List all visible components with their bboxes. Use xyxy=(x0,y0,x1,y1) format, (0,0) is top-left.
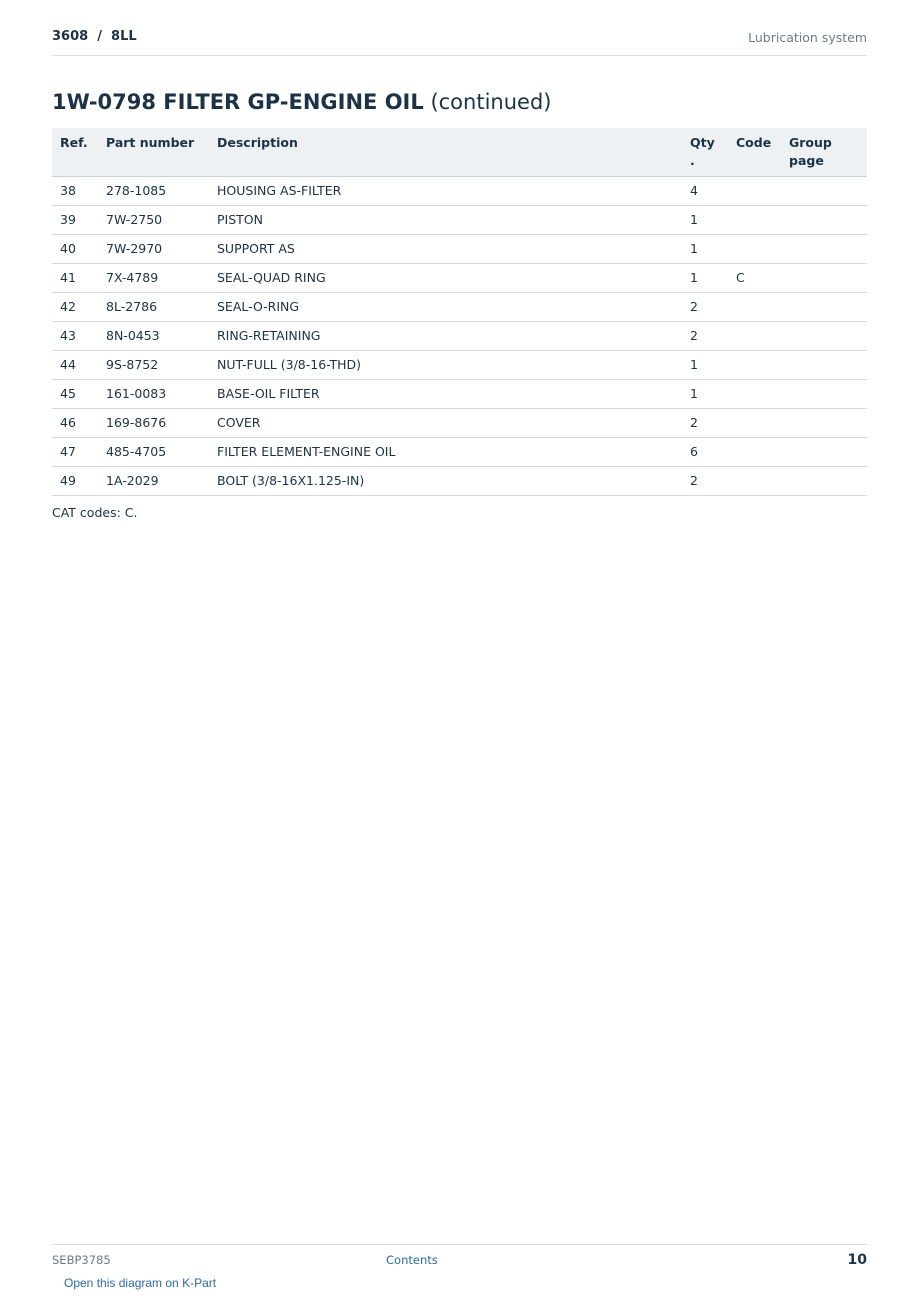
cell-description: PISTON xyxy=(209,205,682,234)
cat-codes-note: CAT codes: C. xyxy=(52,505,138,520)
section-name: Lubrication system xyxy=(748,30,867,45)
cell-qty: 4 xyxy=(682,176,728,205)
cell-group-page xyxy=(781,205,867,234)
table-row xyxy=(52,437,867,466)
cell-group-page xyxy=(781,263,867,292)
cell-qty: 1 xyxy=(682,379,728,408)
cell-code xyxy=(728,350,781,379)
cell-qty: 1 xyxy=(682,234,728,263)
table-header-row xyxy=(52,128,867,176)
model-breadcrumb: 3608 / 8LL xyxy=(52,29,137,44)
cell-part-number: 7W-2970 xyxy=(98,234,209,263)
parts-table xyxy=(52,128,867,496)
cell-code xyxy=(728,321,781,350)
cell-description: HOUSING AS-FILTER xyxy=(209,176,682,205)
cell-ref: 38 xyxy=(52,176,98,205)
cell-description: NUT-FULL (3/8-16-THD) xyxy=(209,350,682,379)
cell-ref: 39 xyxy=(52,205,98,234)
cell-code xyxy=(728,205,781,234)
cell-part-number: 1A-2029 xyxy=(98,466,209,495)
col-header-description: Description xyxy=(209,128,682,176)
col-header-group-page: Group page xyxy=(781,128,867,176)
cell-group-page xyxy=(781,321,867,350)
cell-ref: 45 xyxy=(52,379,98,408)
cell-group-page xyxy=(781,408,867,437)
cell-description: SEAL-O-RING xyxy=(209,292,682,321)
cell-qty: 2 xyxy=(682,466,728,495)
col-header-qty: Qty . xyxy=(682,128,728,176)
cell-code xyxy=(728,466,781,495)
cell-qty: 1 xyxy=(682,263,728,292)
cell-code xyxy=(728,379,781,408)
open-kpart-link[interactable]: Open this diagram on K-Part xyxy=(64,1276,217,1290)
cell-description: SEAL-QUAD RING xyxy=(209,263,682,292)
contents-link[interactable]: Contents xyxy=(386,1253,438,1267)
cell-part-number: 169-8676 xyxy=(98,408,209,437)
page-number: 10 xyxy=(847,1252,867,1268)
table-row xyxy=(52,408,867,437)
cell-ref: 44 xyxy=(52,350,98,379)
cell-group-page xyxy=(781,234,867,263)
cell-code: C xyxy=(728,263,781,292)
footer-divider xyxy=(52,1244,867,1245)
cell-ref: 43 xyxy=(52,321,98,350)
cell-ref: 49 xyxy=(52,466,98,495)
table-row xyxy=(52,321,867,350)
cell-code xyxy=(728,176,781,205)
cell-ref: 47 xyxy=(52,437,98,466)
cell-ref: 42 xyxy=(52,292,98,321)
table-body xyxy=(52,176,867,495)
cell-qty: 1 xyxy=(682,350,728,379)
cell-description: RING-RETAINING xyxy=(209,321,682,350)
cell-code xyxy=(728,292,781,321)
cell-part-number: 161-0083 xyxy=(98,379,209,408)
cell-description: BOLT (3/8-16X1.125-IN) xyxy=(209,466,682,495)
cell-part-number: 7W-2750 xyxy=(98,205,209,234)
table-row xyxy=(52,350,867,379)
cell-description: SUPPORT AS xyxy=(209,234,682,263)
cell-description: COVER xyxy=(209,408,682,437)
cell-group-page xyxy=(781,379,867,408)
cell-ref: 40 xyxy=(52,234,98,263)
cell-ref: 41 xyxy=(52,263,98,292)
page-title xyxy=(52,90,551,114)
table-row xyxy=(52,176,867,205)
cell-description: FILTER ELEMENT-ENGINE OIL xyxy=(209,437,682,466)
cell-part-number: 8L-2786 xyxy=(98,292,209,321)
cell-part-number: 9S-8752 xyxy=(98,350,209,379)
table-row xyxy=(52,234,867,263)
cell-ref: 46 xyxy=(52,408,98,437)
cell-group-page xyxy=(781,176,867,205)
table-row xyxy=(52,263,867,292)
cell-part-number: 485-4705 xyxy=(98,437,209,466)
cell-part-number: 8N-0453 xyxy=(98,321,209,350)
cell-code xyxy=(728,437,781,466)
cell-qty: 6 xyxy=(682,437,728,466)
cell-group-page xyxy=(781,292,867,321)
cell-qty: 2 xyxy=(682,321,728,350)
cell-part-number: 278-1085 xyxy=(98,176,209,205)
page-header xyxy=(52,28,867,56)
cell-description: BASE-OIL FILTER xyxy=(209,379,682,408)
title-suffix: (continued) xyxy=(430,90,552,114)
cell-qty: 1 xyxy=(682,205,728,234)
table-row xyxy=(52,379,867,408)
cell-code xyxy=(728,234,781,263)
cell-qty: 2 xyxy=(682,408,728,437)
table-row xyxy=(52,466,867,495)
document-id: SEBP3785 xyxy=(52,1253,111,1267)
cell-group-page xyxy=(781,466,867,495)
col-header-code: Code xyxy=(728,128,781,176)
cell-part-number: 7X-4789 xyxy=(98,263,209,292)
cell-qty: 2 xyxy=(682,292,728,321)
cell-code xyxy=(728,408,781,437)
title-main: 1W-0798 FILTER GP-ENGINE OIL xyxy=(52,90,424,114)
table-row xyxy=(52,292,867,321)
col-header-ref: Ref. xyxy=(52,128,98,176)
cell-group-page xyxy=(781,350,867,379)
cell-group-page xyxy=(781,437,867,466)
table-row xyxy=(52,205,867,234)
col-header-part-number: Part number xyxy=(98,128,209,176)
